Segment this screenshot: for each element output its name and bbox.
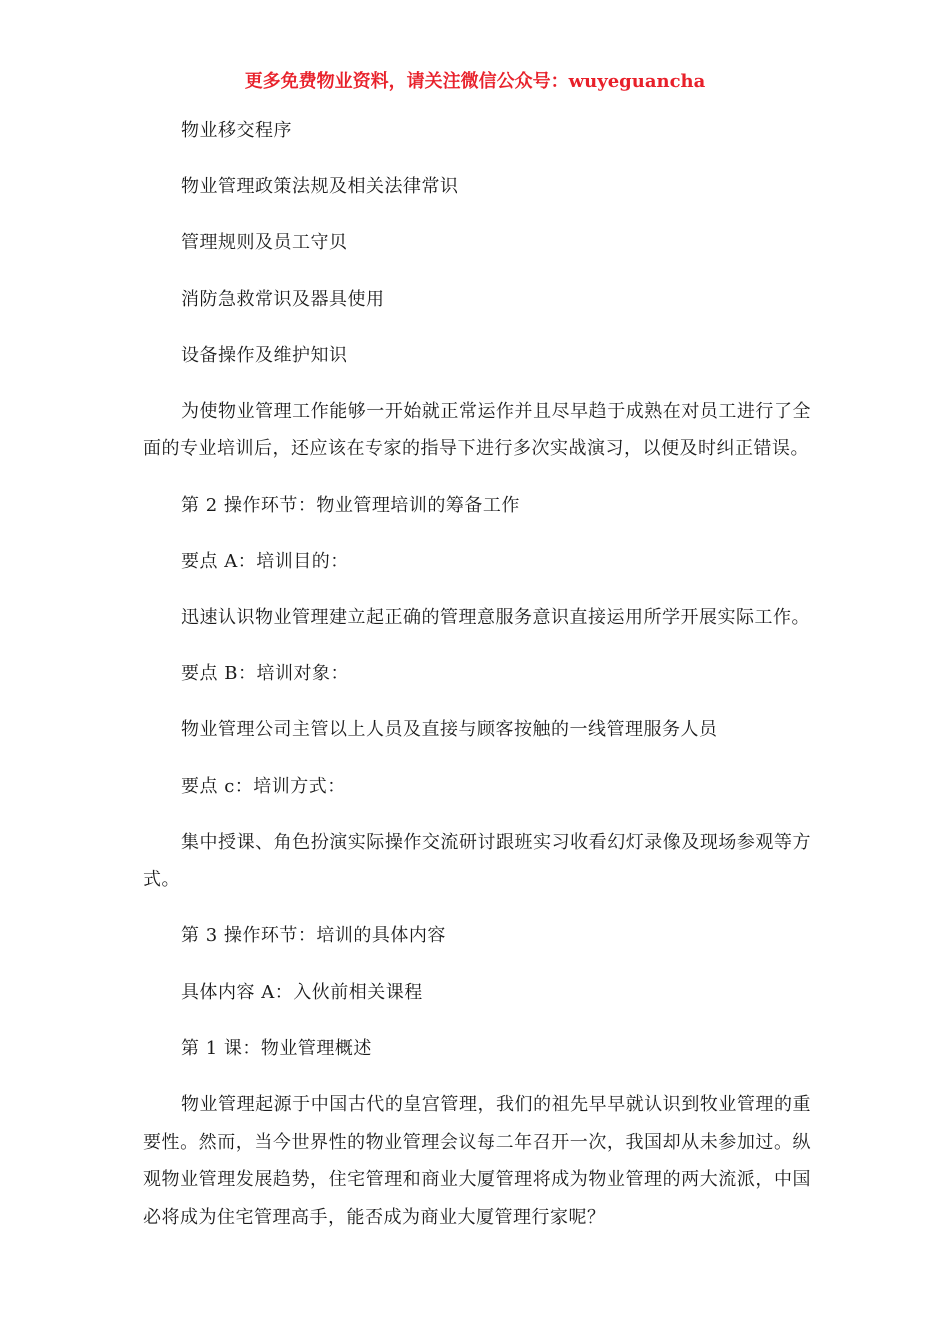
paragraph-drill: 为使物业管理工作能够一开始就正常运作并且尽早趋于成熟在对员工进行了全面的专业培训后，还应该在专家的指导下进行多次实战演习，以便及时纠正错误。 [143,400,811,460]
list-item-equipment-operation: 设备操作及维护知识 [181,344,348,366]
list-item-handover-procedure: 物业移交程序 [181,120,292,141]
promo-banner: 更多免费物业资料，请关注微信公众号：wuyeguancha [244,71,706,92]
lesson-1-text: 物业管理起源于中国古代的皇宫管理，我们的祖先早早就认识到牧业管理的重要性。然而，当今世界性的物业管理会议每二年召开一次，我国却从未参加过。纵观物业管理发展趋势，住宅管理和商业大厦管理将成为物业管理的两大流派，中国必将成为住宅管理高手，能否成为商业大厦管理行家呢？ [143,1094,811,1228]
section-heading-step-2: 第 2 操作环节：物业管理培训的筹备工作 [181,494,520,516]
content-a-heading: 具体内容 A：入伙前相关课程 [181,981,423,1003]
point-b-text: 物业管理公司主管以上人员及直接与顾客按触的一线管理服务人员 [181,719,718,741]
point-a-text: 迅速认识物业管理建立起正确的管理意服务意识直接运用所学开展实际工作。 [181,607,810,628]
list-item-policy-law: 物业管理政策法规及相关法律常识 [181,176,459,198]
list-item-fire-first-aid: 消防急救常识及器具使用 [181,288,385,310]
lesson-1-heading: 第 1 课：物业管理概述 [181,1037,372,1059]
point-b-heading: 要点 B：培训对象： [181,663,349,685]
point-a-heading: 要点 A：培训目的： [181,550,349,572]
point-c-text: 集中授课、角色扮演实际操作交流研讨跟班实习收看幻灯录像及现场参观等方式。 [143,831,811,891]
point-c-heading: 要点 c：培训方式： [181,775,346,797]
list-item-management-rules: 管理规则及员工守贝 [181,232,348,254]
document-body [143,112,811,1255]
section-heading-step-3: 第 3 操作环节：培训的具体内容 [181,925,446,947]
